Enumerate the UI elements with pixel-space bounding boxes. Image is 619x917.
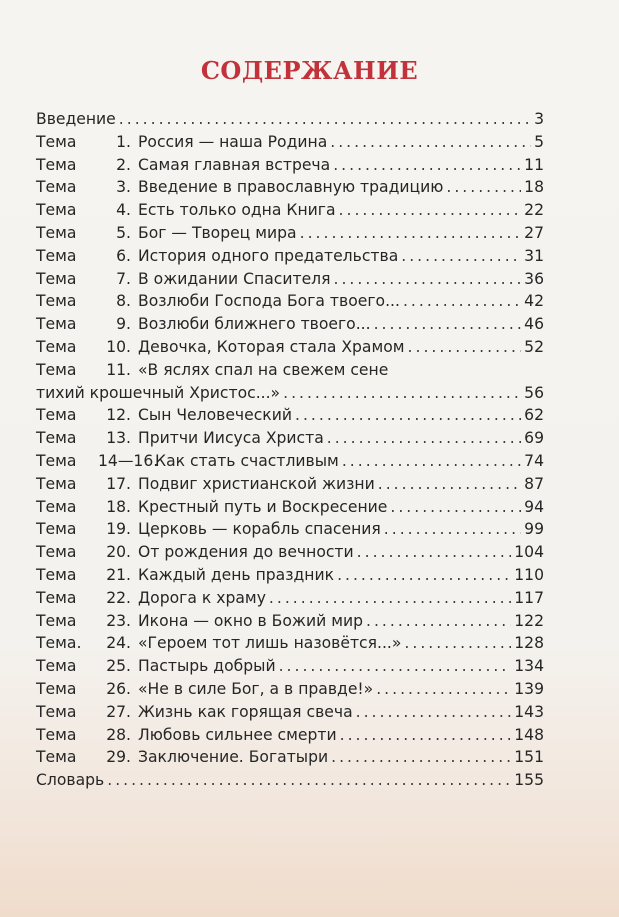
topic-number: 8.: [116, 292, 131, 311]
topic-number: 29.: [106, 748, 131, 767]
entry-title: «Героем тот лишь назовётся...»: [138, 634, 402, 653]
topic-word: Тема: [36, 543, 77, 562]
page-number: 148: [514, 725, 544, 744]
toc-entry: [36, 245, 544, 268]
dot-leader: [107, 769, 511, 792]
dot-leader: [331, 746, 511, 769]
page-number: 46: [524, 315, 544, 334]
entry-title: История одного предательства: [138, 246, 399, 265]
page-number: 62: [524, 406, 544, 425]
topic-number: 19.: [106, 520, 131, 539]
dot-leader: [295, 404, 521, 427]
entry-title: Есть только одна Книга: [138, 201, 336, 220]
toc-entry: [36, 564, 544, 587]
page-number: 18: [524, 178, 544, 197]
topic-number: 26.: [106, 679, 131, 698]
page-number: 52: [524, 337, 544, 356]
topic-word: Тема: [36, 429, 77, 448]
topic-word: Тема: [36, 497, 77, 516]
topic-number: 6.: [116, 246, 131, 265]
topic-word: Тема: [36, 406, 77, 425]
toc-entry: [36, 473, 544, 496]
entry-title: Самая главная встреча: [138, 155, 331, 174]
entry-title: Церковь — корабль спасения: [138, 520, 381, 539]
dot-leader: [340, 724, 512, 747]
topic-number: 5.: [116, 223, 131, 242]
toc-entry: [36, 632, 544, 655]
topic-word: Тема: [36, 315, 77, 334]
dot-leader: [374, 313, 522, 336]
dot-leader: [366, 610, 511, 633]
topic-word: Тема: [36, 360, 77, 379]
page-number: 99: [524, 520, 544, 539]
topic-word: Тема: [36, 588, 77, 607]
entry-title: Возлюби ближнего твоего...: [138, 315, 371, 334]
page-number: 5: [534, 132, 544, 151]
toc-entry: [36, 518, 544, 541]
entry-title: От рождения до вечности: [138, 543, 354, 562]
toc-entry: [36, 496, 544, 519]
entry-title: Крестный путь и Воскресение: [138, 497, 388, 516]
topic-number: 2.: [116, 155, 131, 174]
toc-entry: [36, 222, 544, 245]
topic-word: Тема: [36, 178, 77, 197]
topic-word: Тема: [36, 246, 77, 265]
page-number: 104: [514, 543, 544, 562]
entry-title: Введение: [36, 110, 116, 128]
page-number: 143: [514, 702, 544, 721]
dot-leader: [404, 632, 511, 655]
entry-title: Любовь сильнее смерти: [138, 725, 337, 744]
dot-leader: [376, 678, 511, 701]
toc-entry: [36, 427, 544, 450]
entry-title: Икона — окно в Божий мир: [138, 611, 363, 630]
dot-leader: [356, 701, 512, 724]
page-number: 56: [524, 383, 544, 402]
entry-title: Подвиг христианской жизни: [138, 474, 375, 493]
toc-entry: [36, 199, 544, 222]
topic-number: 11.: [106, 360, 131, 379]
toc-entry: [36, 678, 544, 701]
toc-entry: [36, 404, 544, 427]
entry-title: Дорога к храму: [138, 588, 266, 607]
page-number: 3: [534, 110, 544, 128]
topic-word: Тема: [36, 269, 77, 288]
topic-number: 12.: [106, 406, 131, 425]
dot-leader: [337, 564, 511, 587]
toc-entry: [36, 313, 544, 336]
topic-number: 22.: [106, 588, 131, 607]
topic-word: Тема: [36, 292, 77, 311]
topic-number: 1.: [116, 132, 131, 151]
page-number: 31: [524, 246, 544, 265]
entry-title: В ожидании Спасителя: [138, 269, 331, 288]
entry-title: Бог — Творец мира: [138, 223, 297, 242]
entry-title-continued: тихий крошечный Христос...»: [36, 383, 281, 402]
dot-leader: [342, 450, 521, 473]
page-number: 36: [524, 269, 544, 288]
dot-leader: [300, 222, 522, 245]
page-number: 42: [524, 292, 544, 311]
entry-title: Как стать счастливым: [155, 451, 339, 470]
toc-entry: [36, 108, 544, 131]
topic-number: 10.: [106, 337, 131, 356]
toc-entry: [36, 746, 544, 769]
topic-word: Тема: [36, 132, 77, 151]
topic-word: Тема: [36, 155, 77, 174]
topic-number: 24.: [106, 634, 131, 653]
page-number: 87: [524, 474, 544, 493]
dot-leader: [408, 336, 522, 359]
topic-word: Тема: [36, 702, 77, 721]
entry-title: «Не в силе Бог, а в правде!»: [138, 679, 374, 698]
topic-number: 28.: [106, 725, 131, 744]
dot-leader: [327, 427, 521, 450]
dot-leader: [283, 382, 521, 405]
topic-number: 21.: [106, 565, 131, 584]
toc-entry: [36, 268, 544, 291]
topic-word: Тема.: [36, 634, 82, 653]
table-of-contents: [36, 108, 544, 792]
dot-leader: [334, 268, 522, 291]
topic-number: 18.: [106, 497, 131, 516]
dot-leader: [401, 245, 521, 268]
topic-word: Тема: [36, 201, 77, 220]
dot-leader: [330, 131, 531, 154]
dot-leader: [333, 154, 521, 177]
dot-leader: [446, 176, 521, 199]
topic-number: 23.: [106, 611, 131, 630]
topic-number: 9.: [116, 315, 131, 334]
toc-entry: [36, 450, 544, 473]
dot-leader: [269, 587, 511, 610]
toc-entry: [36, 541, 544, 564]
dot-leader: [378, 473, 521, 496]
page-number: 128: [514, 634, 544, 653]
toc-entry: [36, 701, 544, 724]
topic-number: 20.: [106, 543, 131, 562]
topic-number: 4.: [116, 201, 131, 220]
entry-title: Пастырь добрый: [138, 657, 276, 676]
toc-entry: [36, 176, 544, 199]
topic-word: Тема: [36, 679, 77, 698]
page-number: 134: [514, 657, 544, 676]
page-number: 22: [524, 201, 544, 220]
entry-title: Словарь: [36, 771, 105, 790]
page-number: 117: [514, 588, 544, 607]
topic-number: 3.: [116, 178, 131, 197]
topic-word: Тема: [36, 474, 77, 493]
topic-word: Тема: [36, 657, 77, 676]
dot-leader: [339, 199, 522, 222]
entry-title: Притчи Иисуса Христа: [138, 429, 324, 448]
toc-entry: [36, 290, 544, 313]
topic-word: Тема: [36, 520, 77, 539]
topic-word: Тема: [36, 223, 77, 242]
entry-title: Каждый день праздник: [138, 565, 335, 584]
topic-word: Тема: [36, 611, 77, 630]
toc-entry: [36, 359, 544, 382]
page-number: 122: [514, 611, 544, 630]
entry-title: Заключение. Богатыри: [138, 748, 329, 767]
page-number: 11: [524, 155, 544, 174]
toc-entry: [36, 769, 544, 792]
toc-entry: [36, 336, 544, 359]
topic-number: 7.: [116, 269, 131, 288]
entry-title: Девочка, Которая стала Храмом: [138, 337, 405, 356]
page-number: 155: [514, 771, 544, 790]
page-number: 151: [514, 748, 544, 767]
topic-number: 13.: [106, 429, 131, 448]
page-number: 69: [524, 429, 544, 448]
topic-word: Тема: [36, 565, 77, 584]
entry-title: Сын Человеческий: [138, 406, 292, 425]
dot-leader: [384, 518, 521, 541]
toc-entry: [36, 131, 544, 154]
topic-number: 17.: [106, 474, 131, 493]
topic-word: Тема: [36, 748, 77, 767]
entry-title: Возлюби Господа Бога твоего...: [138, 292, 400, 311]
toc-entry: [36, 610, 544, 633]
entry-title: Введение в православную традицию: [138, 178, 444, 197]
entry-title: «В яслях спал на свежем сене: [138, 360, 389, 379]
page-number: 110: [514, 565, 544, 584]
toc-entry: [36, 655, 544, 678]
toc-entry: [36, 154, 544, 177]
entry-title: Жизнь как горящая свеча: [138, 702, 353, 721]
page-number: 74: [524, 451, 544, 470]
dot-leader: [279, 655, 512, 678]
toc-entry: [36, 724, 544, 747]
page-number: 139: [514, 679, 544, 698]
page-number: 27: [524, 223, 544, 242]
toc-entry-continuation: [36, 382, 544, 405]
topic-number: 14—16.: [98, 451, 159, 470]
page-title: СОДЕРЖАНИЕ: [200, 56, 419, 85]
entry-title: Россия — наша Родина: [138, 132, 328, 151]
topic-number: 25.: [106, 657, 131, 676]
topic-word: Тема: [36, 337, 77, 356]
topic-word: Тема: [36, 451, 77, 470]
toc-entry: [36, 587, 544, 610]
topic-number: 27.: [106, 702, 131, 721]
dot-leader: [403, 290, 521, 313]
dot-leader: [119, 108, 531, 131]
dot-leader: [390, 496, 521, 519]
dot-leader: [357, 541, 512, 564]
page-number: 94: [524, 497, 544, 516]
topic-word: Тема: [36, 725, 77, 744]
